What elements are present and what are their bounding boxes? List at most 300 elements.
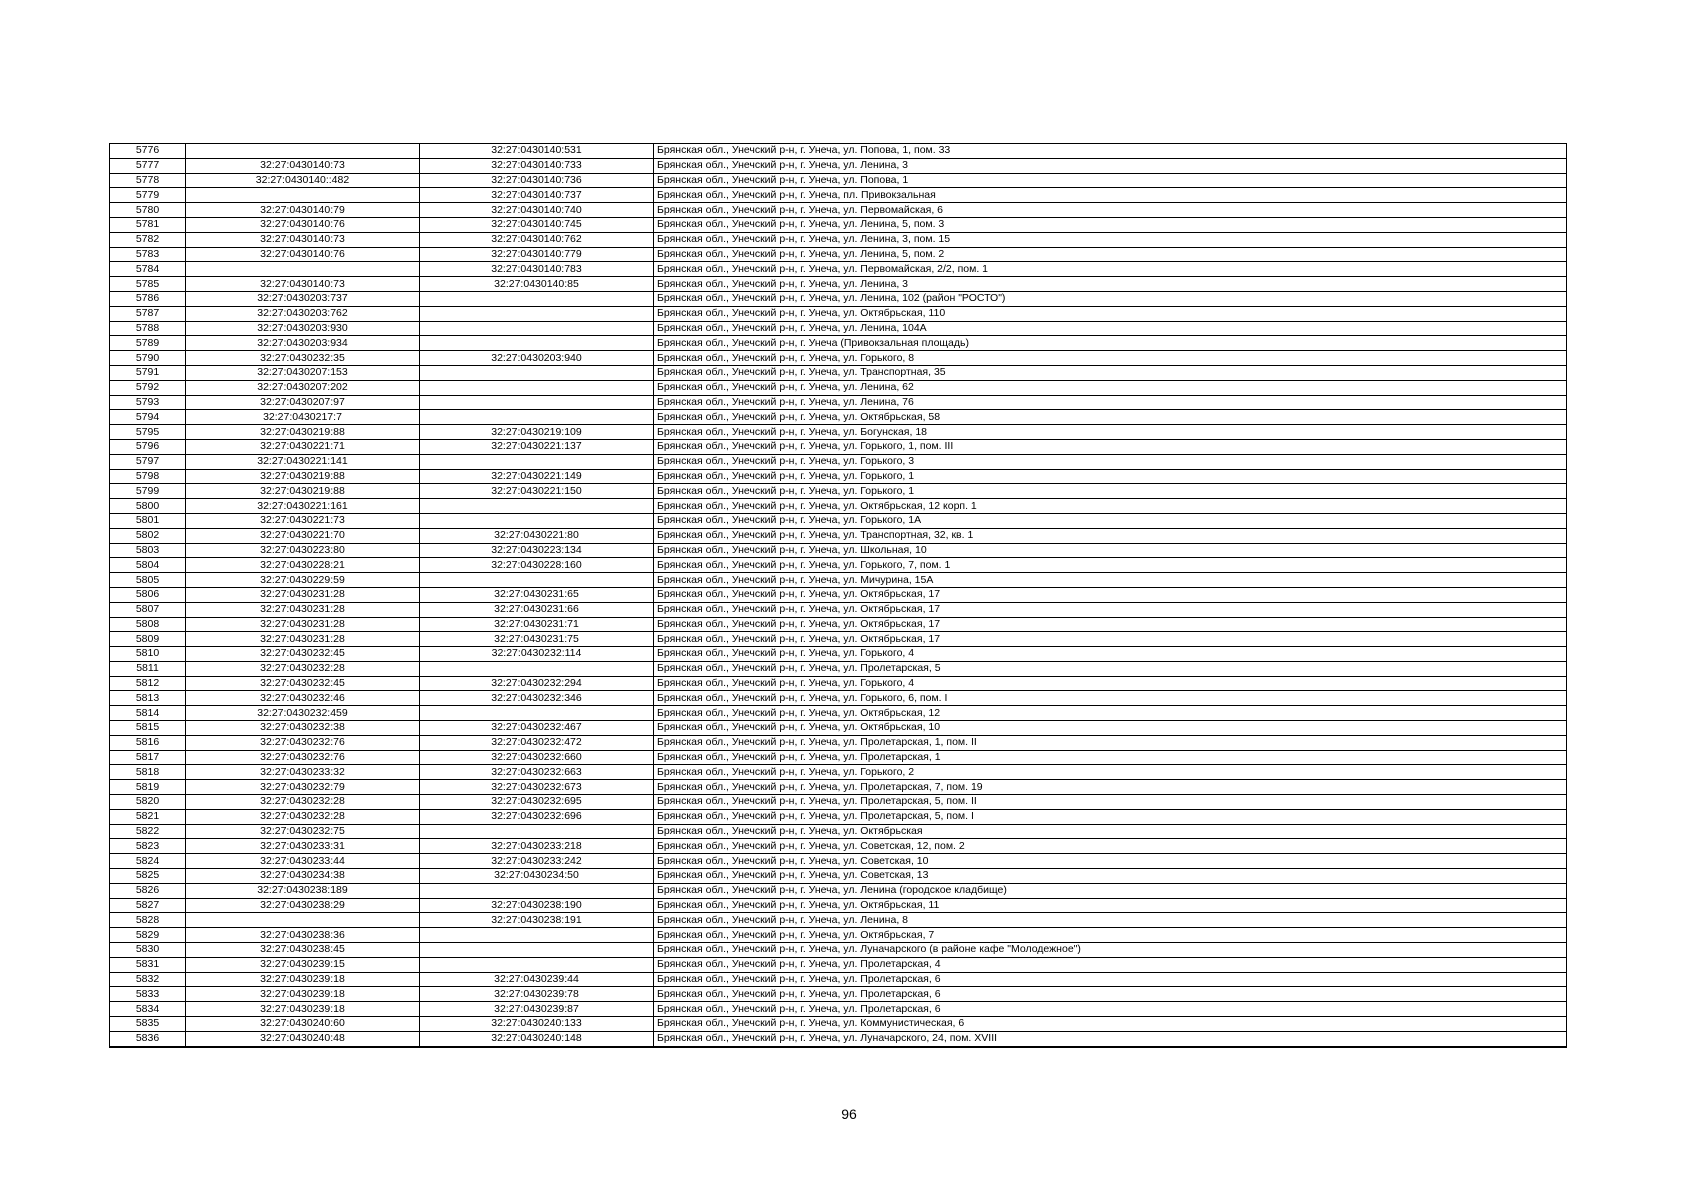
address-cell: Брянская обл., Унечский р-н, г. Унеча, ул. Мичурина, 15А [654, 573, 1567, 588]
object-cadastral-number-cell [420, 306, 654, 321]
row-number-cell: 5824 [110, 854, 186, 869]
address-cell: Брянская обл., Унечский р-н, г. Унеча, ул. Транспортная, 32, кв. 1 [654, 528, 1567, 543]
cadastral-number-cell: 32:27:0430203:930 [186, 321, 420, 336]
cadastral-number-cell: 32:27:0430140:76 [186, 247, 420, 262]
row-number-cell: 5795 [110, 425, 186, 440]
address-cell: Брянская обл., Унечский р-н, г. Унеча, ул. Пролетарская, 5 [654, 661, 1567, 676]
cadastral-number-cell: 32:27:0430239:18 [186, 972, 420, 987]
object-cadastral-number-cell [420, 291, 654, 306]
row-number-cell: 5790 [110, 351, 186, 366]
address-cell: Брянская обл., Унечский р-н, г. Унеча, ул. Ленина, 76 [654, 395, 1567, 410]
address-cell: Брянская обл., Унечский р-н, г. Унеча, ул. Пролетарская, 1 [654, 750, 1567, 765]
object-cadastral-number-cell [420, 395, 654, 410]
address-cell: Брянская обл., Унечский р-н, г. Унеча, ул. Горького, 1, пом. III [654, 439, 1567, 454]
row-number-cell: 5789 [110, 336, 186, 351]
table-row [110, 957, 1567, 972]
address-cell: Брянская обл., Унечский р-н, г. Унеча, ул. Пролетарская, 6 [654, 1002, 1567, 1017]
table-row [110, 188, 1567, 203]
table-row [110, 809, 1567, 824]
address-cell: Брянская обл., Унечский р-н, г. Унеча, ул. Ленина, 3, пом. 15 [654, 232, 1567, 247]
cadastral-number-cell: 32:27:0430140:73 [186, 232, 420, 247]
address-cell: Брянская обл., Унечский р-н, г. Унеча, ул. Ленина, 5, пом. 2 [654, 247, 1567, 262]
table-row [110, 943, 1567, 958]
table-row [110, 558, 1567, 573]
address-cell: Брянская обл., Унечский р-н, г. Унеча, ул. Пролетарская, 7, пом. 19 [654, 780, 1567, 795]
cadastral-number-cell: 32:27:0430232:45 [186, 676, 420, 691]
object-cadastral-number-cell [420, 824, 654, 839]
row-number-cell: 5776 [110, 144, 186, 159]
row-number-cell: 5829 [110, 928, 186, 943]
table-row [110, 647, 1567, 662]
cadastral-number-cell: 32:27:0430232:75 [186, 824, 420, 839]
table-row [110, 617, 1567, 632]
row-number-cell: 5780 [110, 203, 186, 218]
table-row [110, 217, 1567, 232]
cadastral-number-cell: 32:27:0430233:31 [186, 839, 420, 854]
table-row [110, 913, 1567, 928]
address-cell: Брянская обл., Унечский р-н, г. Унеча, ул. Пролетарская, 5, пом. I [654, 809, 1567, 824]
row-number-cell: 5810 [110, 647, 186, 662]
object-cadastral-number-cell [420, 943, 654, 958]
object-cadastral-number-cell: 32:27:0430240:148 [420, 1031, 654, 1046]
table-row [110, 454, 1567, 469]
cadastral-number-cell: 32:27:0430239:15 [186, 957, 420, 972]
table-row [110, 321, 1567, 336]
object-cadastral-number-cell: 32:27:0430140:733 [420, 158, 654, 173]
table-row [110, 854, 1567, 869]
cadastral-number-cell: 32:27:0430232:79 [186, 780, 420, 795]
address-cell: Брянская обл., Унечский р-н, г. Унеча (Привокзальная площадь) [654, 336, 1567, 351]
cadastral-number-cell: 32:27:0430231:28 [186, 602, 420, 617]
address-cell: Брянская обл., Унечский р-н, г. Унеча, ул. Первомайская, 6 [654, 203, 1567, 218]
cadastral-number-cell: 32:27:0430140:73 [186, 277, 420, 292]
cadastral-number-cell: 32:27:0430203:762 [186, 306, 420, 321]
object-cadastral-number-cell: 32:27:0430140:762 [420, 232, 654, 247]
cadastral-number-cell: 32:27:0430239:18 [186, 987, 420, 1002]
table-row [110, 203, 1567, 218]
address-cell: Брянская обл., Унечский р-н, г. Унеча, ул. Горького, 1 [654, 469, 1567, 484]
cadastral-number-cell [186, 188, 420, 203]
row-number-cell: 5818 [110, 765, 186, 780]
cadastral-number-cell: 32:27:0430232:28 [186, 795, 420, 810]
object-cadastral-number-cell: 32:27:0430231:66 [420, 602, 654, 617]
object-cadastral-number-cell [420, 499, 654, 514]
table-row [110, 425, 1567, 440]
row-number-cell: 5785 [110, 277, 186, 292]
cadastral-number-cell: 32:27:0430219:88 [186, 469, 420, 484]
object-cadastral-number-cell: 32:27:0430203:940 [420, 351, 654, 366]
row-number-cell: 5804 [110, 558, 186, 573]
object-cadastral-number-cell: 32:27:0430233:242 [420, 854, 654, 869]
address-cell: Брянская обл., Унечский р-н, г. Унеча, ул. Октябрьская, 17 [654, 602, 1567, 617]
address-cell: Брянская обл., Унечский р-н, г. Унеча, ул. Луначарского, 24, пом. XVIII [654, 1031, 1567, 1046]
cadastral-number-cell: 32:27:0430228:21 [186, 558, 420, 573]
table-row [110, 691, 1567, 706]
cadastral-number-cell: 32:27:0430219:88 [186, 425, 420, 440]
row-number-cell: 5826 [110, 883, 186, 898]
address-cell: Брянская обл., Унечский р-н, г. Унеча, ул. Горького, 1 [654, 484, 1567, 499]
object-cadastral-number-cell: 32:27:0430140:779 [420, 247, 654, 262]
cadastral-number-cell: 32:27:0430232:45 [186, 647, 420, 662]
address-cell: Брянская обл., Унечский р-н, г. Унеча, ул. Транспортная, 35 [654, 365, 1567, 380]
address-cell: Брянская обл., Унечский р-н, г. Унеча, ул. Октябрьская, 10 [654, 721, 1567, 736]
object-cadastral-number-cell [420, 706, 654, 721]
row-number-cell: 5815 [110, 721, 186, 736]
cadastral-number-cell: 32:27:0430231:28 [186, 587, 420, 602]
object-cadastral-number-cell [420, 321, 654, 336]
object-cadastral-number-cell [420, 957, 654, 972]
row-number-cell: 5832 [110, 972, 186, 987]
row-number-cell: 5787 [110, 306, 186, 321]
cadastral-number-cell: 32:27:0430232:28 [186, 809, 420, 824]
address-cell: Брянская обл., Унечский р-н, г. Унеча, ул. Советская, 10 [654, 854, 1567, 869]
table-row [110, 573, 1567, 588]
table-row [110, 144, 1567, 159]
address-cell: Брянская обл., Унечский р-н, г. Унеча, ул. Богунская, 18 [654, 425, 1567, 440]
table-row [110, 602, 1567, 617]
row-number-cell: 5783 [110, 247, 186, 262]
row-number-cell: 5822 [110, 824, 186, 839]
cadastral-number-cell: 32:27:0430239:18 [186, 1002, 420, 1017]
table-row [110, 824, 1567, 839]
address-cell: Брянская обл., Унечский р-н, г. Унеча, ул. Ленина, 104А [654, 321, 1567, 336]
cadastral-number-cell: 32:27:0430207:153 [186, 365, 420, 380]
table-row [110, 735, 1567, 750]
object-cadastral-number-cell [420, 380, 654, 395]
object-cadastral-number-cell: 32:27:0430232:673 [420, 780, 654, 795]
address-cell: Брянская обл., Унечский р-н, г. Унеча, ул. Ленина, 3 [654, 158, 1567, 173]
row-number-cell: 5828 [110, 913, 186, 928]
cadastral-number-cell: 32:27:0430233:44 [186, 854, 420, 869]
object-cadastral-number-cell: 32:27:0430219:109 [420, 425, 654, 440]
address-cell: Брянская обл., Унечский р-н, г. Унеча, ул. Октябрьская [654, 824, 1567, 839]
address-cell: Брянская обл., Унечский р-н, г. Унеча, ул. Первомайская, 2/2, пом. 1 [654, 262, 1567, 277]
address-cell: Брянская обл., Унечский р-н, г. Унеча, ул. Горького, 2 [654, 765, 1567, 780]
row-number-cell: 5781 [110, 217, 186, 232]
table-row [110, 439, 1567, 454]
table-row [110, 1017, 1567, 1032]
table-row [110, 780, 1567, 795]
table-row [110, 1031, 1567, 1046]
cadastral-number-cell: 32:27:0430232:28 [186, 661, 420, 676]
address-cell: Брянская обл., Унечский р-н, г. Унеча, ул. Октябрьская, 58 [654, 410, 1567, 425]
address-cell: Брянская обл., Унечский р-н, г. Унеча, ул. Пролетарская, 6 [654, 987, 1567, 1002]
table-row [110, 410, 1567, 425]
object-cadastral-number-cell: 32:27:0430232:695 [420, 795, 654, 810]
address-cell: Брянская обл., Унечский р-н, г. Унеча, ул. Пролетарская, 1, пом. II [654, 735, 1567, 750]
row-number-cell: 5833 [110, 987, 186, 1002]
cadastral-number-cell: 32:27:0430203:934 [186, 336, 420, 351]
row-number-cell: 5809 [110, 632, 186, 647]
row-number-cell: 5794 [110, 410, 186, 425]
cadastral-number-cell [186, 913, 420, 928]
row-number-cell: 5778 [110, 173, 186, 188]
table-row [110, 883, 1567, 898]
address-cell: Брянская обл., Унечский р-н, г. Унеча, ул. Советская, 13 [654, 869, 1567, 884]
address-cell: Брянская обл., Унечский р-н, г. Унеча, ул. Ленина, 8 [654, 913, 1567, 928]
table-row [110, 277, 1567, 292]
cadastral-number-cell: 32:27:0430240:60 [186, 1017, 420, 1032]
table-row [110, 839, 1567, 854]
object-cadastral-number-cell [420, 573, 654, 588]
object-cadastral-number-cell: 32:27:0430232:114 [420, 647, 654, 662]
table-row [110, 632, 1567, 647]
object-cadastral-number-cell: 32:27:0430221:80 [420, 528, 654, 543]
row-number-cell: 5779 [110, 188, 186, 203]
address-cell: Брянская обл., Унечский р-н, г. Унеча, ул. Горького, 8 [654, 351, 1567, 366]
cadastral-number-cell: 32:27:0430229:59 [186, 573, 420, 588]
row-number-cell: 5777 [110, 158, 186, 173]
cadastral-number-cell: 32:27:0430234:38 [186, 869, 420, 884]
table-row [110, 587, 1567, 602]
row-number-cell: 5798 [110, 469, 186, 484]
row-number-cell: 5827 [110, 898, 186, 913]
cadastral-number-cell: 32:27:0430221:73 [186, 513, 420, 528]
object-cadastral-number-cell: 32:27:0430239:87 [420, 1002, 654, 1017]
row-number-cell: 5811 [110, 661, 186, 676]
object-cadastral-number-cell: 32:27:0430232:472 [420, 735, 654, 750]
row-number-cell: 5814 [110, 706, 186, 721]
object-cadastral-number-cell: 32:27:0430140:740 [420, 203, 654, 218]
cadastral-number-cell: 32:27:0430207:202 [186, 380, 420, 395]
table-row [110, 528, 1567, 543]
row-number-cell: 5806 [110, 587, 186, 602]
row-number-cell: 5800 [110, 499, 186, 514]
page-number: 96 [841, 1106, 857, 1122]
cadastral-number-cell: 32:27:0430219:88 [186, 484, 420, 499]
object-cadastral-number-cell: 32:27:0430240:133 [420, 1017, 654, 1032]
address-cell: Брянская обл., Унечский р-н, г. Унеча, ул. Горького, 6, пом. I [654, 691, 1567, 706]
address-cell: Брянская обл., Унечский р-н, г. Унеча, ул. Октябрьская, 110 [654, 306, 1567, 321]
row-number-cell: 5799 [110, 484, 186, 499]
object-cadastral-number-cell: 32:27:0430221:150 [420, 484, 654, 499]
address-cell: Брянская обл., Унечский р-н, г. Унеча, ул. Октябрьская, 12 корп. 1 [654, 499, 1567, 514]
row-number-cell: 5830 [110, 943, 186, 958]
object-cadastral-number-cell: 32:27:0430231:71 [420, 617, 654, 632]
object-cadastral-number-cell: 32:27:0430232:346 [420, 691, 654, 706]
table-row [110, 262, 1567, 277]
row-number-cell: 5786 [110, 291, 186, 306]
cadastral-number-cell: 32:27:0430238:36 [186, 928, 420, 943]
row-number-cell: 5792 [110, 380, 186, 395]
object-cadastral-number-cell: 32:27:0430140:783 [420, 262, 654, 277]
cadastral-number-cell: 32:27:0430232:35 [186, 351, 420, 366]
table-row [110, 750, 1567, 765]
object-cadastral-number-cell: 32:27:0430140:745 [420, 217, 654, 232]
address-cell: Брянская обл., Унечский р-н, г. Унеча, ул. Пролетарская, 4 [654, 957, 1567, 972]
row-number-cell: 5835 [110, 1017, 186, 1032]
table-row [110, 661, 1567, 676]
cadastral-number-cell: 32:27:0430221:71 [186, 439, 420, 454]
row-number-cell: 5816 [110, 735, 186, 750]
cadastral-number-cell: 32:27:0430238:45 [186, 943, 420, 958]
registry-table-body [110, 144, 1567, 1047]
object-cadastral-number-cell: 32:27:0430221:149 [420, 469, 654, 484]
row-number-cell: 5821 [110, 809, 186, 824]
row-number-cell: 5834 [110, 1002, 186, 1017]
cadastral-number-cell: 32:27:0430217:7 [186, 410, 420, 425]
table-row [110, 395, 1567, 410]
row-number-cell: 5805 [110, 573, 186, 588]
cadastral-number-cell: 32:27:0430140::482 [186, 173, 420, 188]
cadastral-number-cell: 32:27:0430231:28 [186, 617, 420, 632]
table-row [110, 676, 1567, 691]
object-cadastral-number-cell [420, 365, 654, 380]
row-number-cell: 5819 [110, 780, 186, 795]
table-row [110, 291, 1567, 306]
table-row [110, 795, 1567, 810]
cadastral-number-cell: 32:27:0430232:38 [186, 721, 420, 736]
address-cell: Брянская обл., Унечский р-н, г. Унеча, ул. Горького, 1А [654, 513, 1567, 528]
address-cell: Брянская обл., Унечский р-н, г. Унеча, ул. Коммунистическая, 6 [654, 1017, 1567, 1032]
row-number-cell: 5813 [110, 691, 186, 706]
cadastral-number-cell: 32:27:0430203:737 [186, 291, 420, 306]
object-cadastral-number-cell: 32:27:0430140:737 [420, 188, 654, 203]
object-cadastral-number-cell: 32:27:0430239:44 [420, 972, 654, 987]
table-row [110, 173, 1567, 188]
cadastral-number-cell [186, 144, 420, 159]
address-cell: Брянская обл., Унечский р-н, г. Унеча, ул. Пролетарская, 6 [654, 972, 1567, 987]
cadastral-number-cell: 32:27:0430221:141 [186, 454, 420, 469]
object-cadastral-number-cell: 32:27:0430239:78 [420, 987, 654, 1002]
table-row [110, 380, 1567, 395]
row-number-cell: 5817 [110, 750, 186, 765]
cadastral-number-cell: 32:27:0430207:97 [186, 395, 420, 410]
object-cadastral-number-cell [420, 454, 654, 469]
row-number-cell: 5793 [110, 395, 186, 410]
address-cell: Брянская обл., Унечский р-н, г. Унеча, ул. Попова, 1 [654, 173, 1567, 188]
object-cadastral-number-cell: 32:27:0430232:663 [420, 765, 654, 780]
cadastral-number-cell: 32:27:0430140:73 [186, 158, 420, 173]
object-cadastral-number-cell: 32:27:0430231:65 [420, 587, 654, 602]
table-row [110, 1002, 1567, 1017]
object-cadastral-number-cell: 32:27:0430228:160 [420, 558, 654, 573]
cadastral-number-cell: 32:27:0430238:189 [186, 883, 420, 898]
object-cadastral-number-cell [420, 336, 654, 351]
cadastral-number-cell: 32:27:0430232:76 [186, 735, 420, 750]
row-number-cell: 5797 [110, 454, 186, 469]
row-number-cell: 5791 [110, 365, 186, 380]
row-number-cell: 5782 [110, 232, 186, 247]
object-cadastral-number-cell: 32:27:0430232:294 [420, 676, 654, 691]
address-cell: Брянская обл., Унечский р-н, г. Унеча, ул. Ленина, 102 (район "РОСТО") [654, 291, 1567, 306]
object-cadastral-number-cell [420, 883, 654, 898]
address-cell: Брянская обл., Унечский р-н, г. Унеча, ул. Ленина (городское кладбище) [654, 883, 1567, 898]
table-row [110, 706, 1567, 721]
table-row [110, 469, 1567, 484]
object-cadastral-number-cell [420, 410, 654, 425]
cadastral-number-cell: 32:27:0430140:79 [186, 203, 420, 218]
row-number-cell: 5807 [110, 602, 186, 617]
table-row [110, 484, 1567, 499]
address-cell: Брянская обл., Унечский р-н, г. Унеча, ул. Октябрьская, 17 [654, 587, 1567, 602]
row-number-cell: 5808 [110, 617, 186, 632]
object-cadastral-number-cell [420, 661, 654, 676]
row-number-cell: 5784 [110, 262, 186, 277]
cadastral-number-cell: 32:27:0430140:76 [186, 217, 420, 232]
table-row [110, 869, 1567, 884]
table-row [110, 351, 1567, 366]
cadastral-number-cell: 32:27:0430232:459 [186, 706, 420, 721]
row-number-cell: 5820 [110, 795, 186, 810]
cadastral-number-cell: 32:27:0430232:76 [186, 750, 420, 765]
address-cell: Брянская обл., Унечский р-н, г. Унеча, ул. Луначарского (в районе кафе "Молодежное") [654, 943, 1567, 958]
row-number-cell: 5823 [110, 839, 186, 854]
address-cell: Брянская обл., Унечский р-н, г. Унеча, пл. Привокзальная [654, 188, 1567, 203]
cadastral-number-cell: 32:27:0430231:28 [186, 632, 420, 647]
address-cell: Брянская обл., Унечский р-н, г. Унеча, ул. Горького, 4 [654, 647, 1567, 662]
address-cell: Брянская обл., Унечский р-н, г. Унеча, ул. Школьная, 10 [654, 543, 1567, 558]
table-row [110, 972, 1567, 987]
address-cell: Брянская обл., Унечский р-н, г. Унеча, ул. Октябрьская, 17 [654, 632, 1567, 647]
row-number-cell: 5825 [110, 869, 186, 884]
object-cadastral-number-cell: 32:27:0430233:218 [420, 839, 654, 854]
address-cell: Брянская обл., Унечский р-н, г. Унеча, ул. Октябрьская, 7 [654, 928, 1567, 943]
table-row [110, 898, 1567, 913]
row-number-cell: 5788 [110, 321, 186, 336]
address-cell: Брянская обл., Унечский р-н, г. Унеча, ул. Горького, 3 [654, 454, 1567, 469]
address-cell: Брянская обл., Унечский р-н, г. Унеча, ул. Октябрьская, 17 [654, 617, 1567, 632]
table-row [110, 247, 1567, 262]
row-number-cell: 5831 [110, 957, 186, 972]
table-row [110, 365, 1567, 380]
object-cadastral-number-cell: 32:27:0430238:190 [420, 898, 654, 913]
cadastral-number-cell: 32:27:0430233:32 [186, 765, 420, 780]
table-row [110, 336, 1567, 351]
row-number-cell: 5803 [110, 543, 186, 558]
row-number-cell: 5796 [110, 439, 186, 454]
cadastral-number-cell: 32:27:0430223:80 [186, 543, 420, 558]
row-number-cell: 5801 [110, 513, 186, 528]
table-row [110, 543, 1567, 558]
object-cadastral-number-cell: 32:27:0430221:137 [420, 439, 654, 454]
table-row [110, 232, 1567, 247]
cadastral-number-cell: 32:27:0430221:70 [186, 528, 420, 543]
object-cadastral-number-cell: 32:27:0430140:85 [420, 277, 654, 292]
table-row [110, 721, 1567, 736]
table-row [110, 499, 1567, 514]
registry-table [109, 143, 1567, 1048]
row-number-cell: 5802 [110, 528, 186, 543]
address-cell: Брянская обл., Унечский р-н, г. Унеча, ул. Пролетарская, 5, пом. II [654, 795, 1567, 810]
address-cell: Брянская обл., Унечский р-н, г. Унеча, ул. Попова, 1, пом. 33 [654, 144, 1567, 159]
cadastral-number-cell: 32:27:0430238:29 [186, 898, 420, 913]
address-cell: Брянская обл., Унечский р-н, г. Унеча, ул. Горького, 4 [654, 676, 1567, 691]
row-number-cell: 5836 [110, 1031, 186, 1046]
table-row [110, 765, 1567, 780]
object-cadastral-number-cell: 32:27:0430231:75 [420, 632, 654, 647]
object-cadastral-number-cell: 32:27:0430232:696 [420, 809, 654, 824]
address-cell: Брянская обл., Унечский р-н, г. Унеча, ул. Октябрьская, 11 [654, 898, 1567, 913]
object-cadastral-number-cell: 32:27:0430140:736 [420, 173, 654, 188]
table-row [110, 158, 1567, 173]
address-cell: Брянская обл., Унечский р-н, г. Унеча, ул. Ленина, 3 [654, 277, 1567, 292]
object-cadastral-number-cell: 32:27:0430234:50 [420, 869, 654, 884]
table-row [110, 987, 1567, 1002]
address-cell: Брянская обл., Унечский р-н, г. Унеча, ул. Горького, 7, пом. 1 [654, 558, 1567, 573]
cadastral-number-cell: 32:27:0430240:48 [186, 1031, 420, 1046]
object-cadastral-number-cell [420, 928, 654, 943]
table-row [110, 513, 1567, 528]
address-cell: Брянская обл., Унечский р-н, г. Унеча, ул. Ленина, 5, пом. 3 [654, 217, 1567, 232]
object-cadastral-number-cell: 32:27:0430232:660 [420, 750, 654, 765]
row-number-cell: 5812 [110, 676, 186, 691]
cadastral-number-cell: 32:27:0430232:46 [186, 691, 420, 706]
cadastral-number-cell [186, 262, 420, 277]
cadastral-number-cell: 32:27:0430221:161 [186, 499, 420, 514]
object-cadastral-number-cell: 32:27:0430232:467 [420, 721, 654, 736]
object-cadastral-number-cell: 32:27:0430238:191 [420, 913, 654, 928]
